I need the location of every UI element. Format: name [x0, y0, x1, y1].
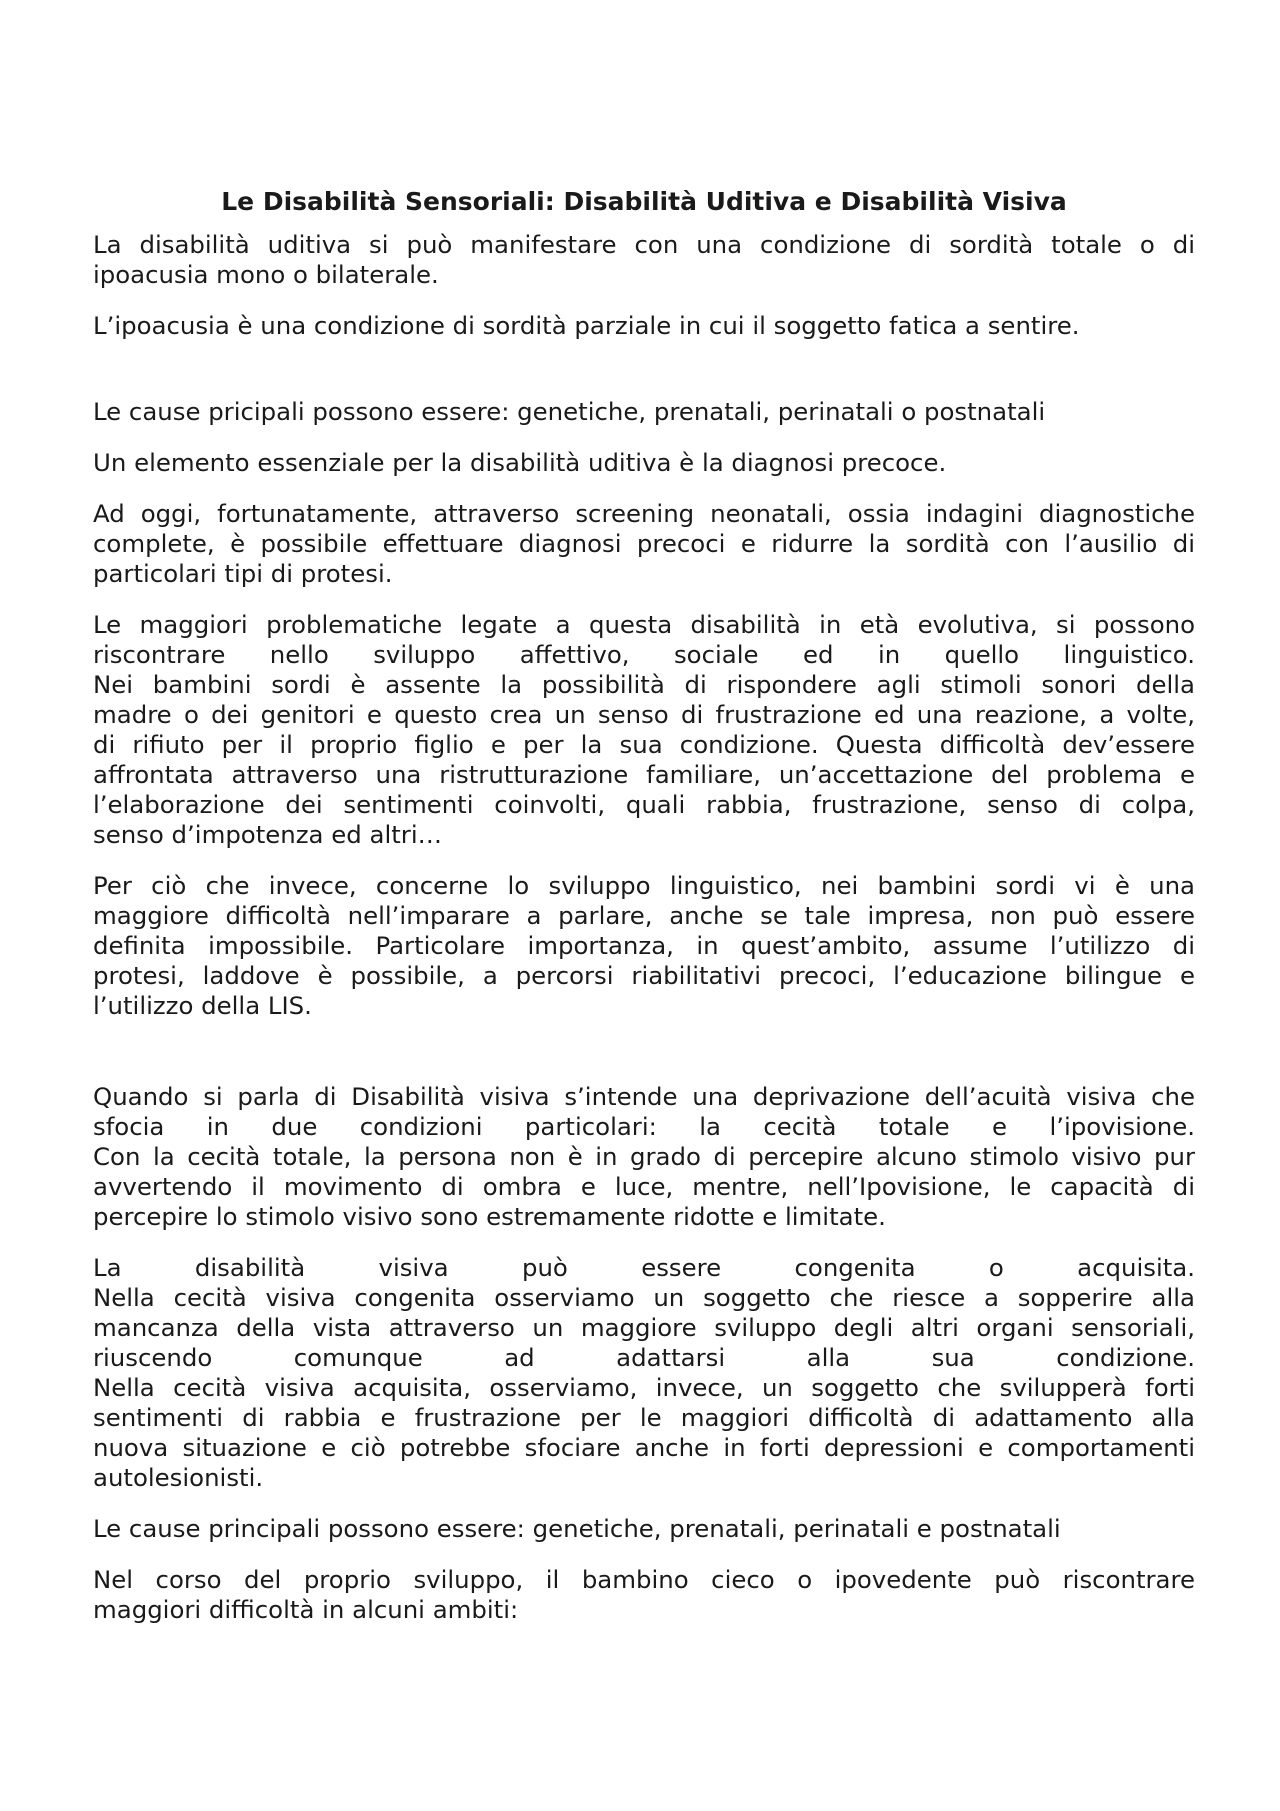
text-line: percepire lo stimolo visivo sono estremamente ridotte e limitate.	[93, 1202, 886, 1231]
paragraph-linguistic-development	[93, 871, 1195, 1021]
text-line: avvertendo il movimento di ombra e luce, mentre, nell’Ipovisione, le capacità di	[93, 1172, 1195, 1201]
text-line: Ad oggi, fortunatamente, attraverso screening neonatali, ossia indagini diagnostiche	[93, 499, 1195, 528]
text-line: l’utilizzo della LIS.	[93, 991, 312, 1020]
text-line: Le cause pricipali possono essere: genetiche, prenatali, perinatali o postnatali	[93, 397, 1046, 426]
text-line: sentimenti di rabbia e frustrazione per le maggiori difficoltà di adattamento alla	[93, 1403, 1195, 1432]
paragraph-congenital-acquired	[93, 1253, 1195, 1493]
text-line: madre o dei genitori e questo crea un senso di frustrazione ed una reazione, a volte,	[93, 700, 1195, 729]
paragraph-development-difficulties	[93, 1565, 1195, 1625]
text-line: La disabilità uditiva si può manifestare con una condizione di sordità totale o di	[93, 230, 1195, 259]
document-page	[93, 185, 1195, 1646]
paragraph-hearing-causes	[93, 397, 1195, 427]
text-line: Quando si parla di Disabilità visiva s’intende una deprivazione dell’acuità visiva che	[93, 1082, 1195, 1111]
document-title: Le Disabilità Sensoriali: Disabilità Uditiva e Disabilità Visiva	[221, 187, 1067, 216]
blank-line	[93, 1042, 1195, 1082]
text-line: Per ciò che invece, concerne lo sviluppo linguistico, nei bambini sordi vi è una	[93, 871, 1195, 900]
paragraph-hearing-definition	[93, 230, 1195, 290]
text-line: Nel corso del proprio sviluppo, il bambino cieco o ipovedente può riscontrare	[93, 1565, 1195, 1594]
paragraph-problems	[93, 610, 1195, 850]
paragraph-visual-causes	[93, 1514, 1195, 1544]
paragraph-early-diagnosis	[93, 448, 1195, 478]
text-line: senso d’impotenza ed altri…	[93, 820, 442, 849]
text-line: particolari tipi di protesi.	[93, 559, 393, 588]
text-line: Le cause principali possono essere: genetiche, prenatali, perinatali e postnatali	[93, 1514, 1061, 1543]
paragraph-visual-definition	[93, 1082, 1195, 1232]
text-line: Le maggiori problematiche legate a questa disabilità in età evolutiva, si possono	[93, 610, 1195, 639]
text-line: l’elaborazione dei sentimenti coinvolti, quali rabbia, frustrazione, senso di colpa,	[93, 790, 1195, 819]
text-line: maggiore difficoltà nell’imparare a parlare, anche se tale impresa, non può essere	[93, 901, 1195, 930]
text-line: L’ipoacusia è una condizione di sordità parziale in cui il soggetto fatica a sentire.	[93, 311, 1080, 340]
text-line: riuscendo comunque ad adattarsi alla sua condizione.	[93, 1343, 1195, 1372]
text-line: Un elemento essenziale per la disabilità uditiva è la diagnosi precoce.	[93, 448, 947, 477]
text-line: Nella cecità visiva congenita osserviamo un soggetto che riesce a sopperire alla	[93, 1283, 1195, 1312]
text-line: Con la cecità totale, la persona non è in grado di percepire alcuno stimolo visivo pur	[93, 1142, 1195, 1171]
text-line: ipoacusia mono o bilaterale.	[93, 260, 439, 289]
text-line: maggiori difficoltà in alcuni ambiti:	[93, 1595, 519, 1624]
text-line: autolesionisti.	[93, 1463, 264, 1492]
text-line: definita impossibile. Particolare importanza, in quest’ambito, assume l’utilizzo di	[93, 931, 1195, 960]
text-line: nuova situazione e ciò potrebbe sfociare anche in forti depressioni e comportamenti	[93, 1433, 1195, 1462]
text-line: sfocia in due condizioni particolari: la cecità totale e l’ipovisione.	[93, 1112, 1195, 1141]
blank-line	[93, 362, 1195, 397]
paragraph-screening	[93, 499, 1195, 589]
text-line: Nella cecità visiva acquisita, osserviamo, invece, un soggetto che svilupperà forti	[93, 1373, 1195, 1402]
text-line: complete, è possibile effettuare diagnosi precoci e ridurre la sordità con l’ausilio di	[93, 529, 1195, 558]
text-line: protesi, laddove è possibile, a percorsi riabilitativi precoci, l’educazione bilingue e	[93, 961, 1195, 990]
text-line: di rifiuto per il proprio figlio e per la sua condizione. Questa difficoltà dev’essere	[93, 730, 1195, 759]
paragraph-hypoacusis	[93, 311, 1195, 341]
text-line: Nei bambini sordi è assente la possibilità di rispondere agli stimoli sonori della	[93, 670, 1195, 699]
text-line: La disabilità visiva può essere congenita o acquisita.	[93, 1253, 1195, 1282]
text-line: affrontata attraverso una ristrutturazione familiare, un’accettazione del problema e	[93, 760, 1195, 789]
text-line: riscontrare nello sviluppo affettivo, sociale ed in quello linguistico.	[93, 640, 1195, 669]
text-line: mancanza della vista attraverso un maggiore sviluppo degli altri organi sensoriali,	[93, 1313, 1195, 1342]
